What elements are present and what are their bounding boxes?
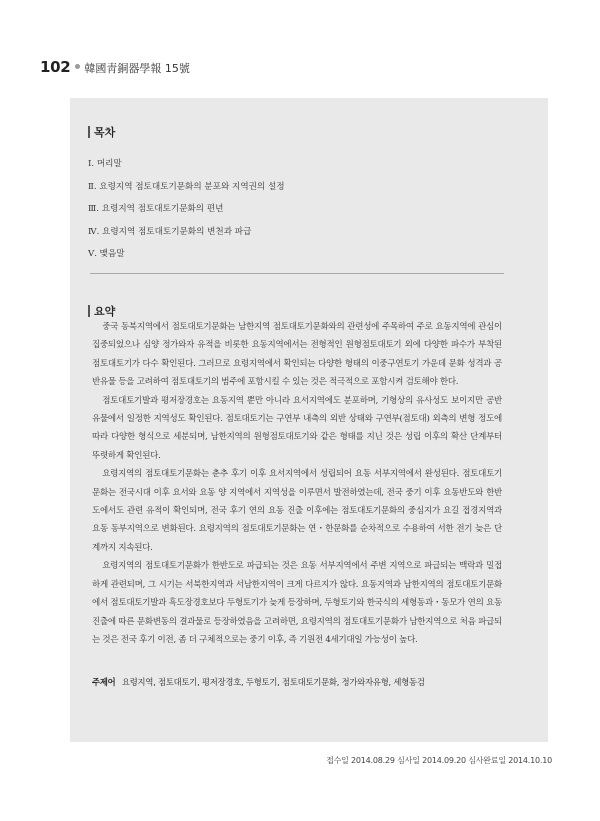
abstract-body xyxy=(92,318,502,649)
toc-item: Ⅰ. 머리말 xyxy=(88,159,122,169)
abstract-paragraph: 점토대토기발과 평저장경호는 요동지역 뿐만 아니라 요서지역에도 분포하며, 기형상의 유사성도 보이지만 공반유물에서 일정한 지역성도 확인된다. 점토대토기는 구연부 내측의 외반 상태와 구연부(점토대) 외측의 변형 정도에 따라 다양한 형식으로 세분되며, 남한지역의 원형점토대토기와 같은 형태를 지닌 것은 성립 이후의 확산 단계부터 뚜렷하게 확인된다. xyxy=(92,395,502,461)
page-header xyxy=(40,58,190,82)
abstract-paragraph: 요령지역의 점토대토기문화는 춘추 후기 이후 요서지역에서 성립되어 요동 서부지역에서 완성된다. 점토대토기문화는 전국시대 이후 요서와 요동 양 지역에서 지역성을 이루면서 발전하였는데, 전국 중기 이후 요동반도와 한반도에서도 관련 유적이 확인되며, 전국 후기 연의 요동 진출 이후에는 점토대토기문화의 중심지가 요길 접경지역과 요동 동부지역으로 변화된다. 요령지역의 점토대토기문화는 연・한문화를 순차적으로 수용하여 서한 전기 늦은 단계까지 지속된다. xyxy=(92,469,502,553)
section-marker-icon xyxy=(88,126,90,138)
submission-dates: 접수일 2014.08.29 심사일 2014.09.20 심사완료일 2014.10.10 xyxy=(326,756,552,765)
section-marker-icon xyxy=(88,305,90,317)
abstract-paragraph: 중국 동북지역에서 점토대토기문화는 남한지역 점토대토기문화와의 관련성에 주목하여 주로 요동지역에 관심이 집중되었으나 심양 정가와자 유적을 비롯한 요동지역에서는 전형적인 원형점토대토기 외에 다양한 파수가 부착된 점토대토기가 다수 확인된다. 그러므로 요령지역에서 확인되는 다양한 형태의 이중구연토기 가운데 문화 성격과 공반유물 등을 고려하여 점토대토기의 범주에 포함시킬 수 있는 것은 적극적으로 포함시켜 검토해야 한다. xyxy=(92,322,502,388)
abstract-heading xyxy=(88,303,115,319)
toc-heading-label: 목차 xyxy=(94,126,116,139)
bullet-dot-icon xyxy=(75,64,80,69)
toc-item: Ⅴ. 맺음말 xyxy=(88,249,125,259)
page-number: 102 xyxy=(40,58,71,76)
keywords xyxy=(92,676,425,688)
section-divider xyxy=(90,273,504,274)
keywords-text: 요령지역, 점토대토기, 평저장경호, 두형토기, 점토대토기문화, 정가와자유형, 세형동검 xyxy=(121,677,425,687)
toc-heading xyxy=(88,124,115,140)
table-of-contents xyxy=(88,153,285,266)
keywords-label: 주제어 xyxy=(92,677,116,687)
toc-item: Ⅳ. 요령지역 점토대토기문화의 변천과 파급 xyxy=(88,226,252,237)
abstract-paragraph: 요령지역의 점토대토기문화가 한반도로 파급되는 것은 요동 서부지역에서 주변 지역으로 파급되는 맥락과 밀접하게 관련되며, 그 시기는 서북한지역과 서남한지역이 크게 다르지가 않다. 요동지역과 남한지역의 점토대토기문화에서 점토대토기발과 흑도장경호보다 두형토기가 늦게 등장하며, 두형토기와 한국식의 세형동과・동모가 연의 요동 진출에 따른 문화변동의 결과물로 등장하였음을 고려하면, 요령지역의 점토대토기문화가 남한지역으로 처음 파급되는 것은 전국 후기 이전, 좀 더 구체적으로는 중기 이후, 즉 기원전 4세기대일 가능성이 높다. xyxy=(92,561,502,645)
journal-title: 韓國靑銅器學報 15號 xyxy=(84,62,190,75)
toc-item: Ⅱ. 요령지역 점토대토기문화의 분포와 지역권의 설정 xyxy=(88,181,285,192)
abstract-heading-label: 요약 xyxy=(94,305,116,318)
toc-item: Ⅲ. 요령지역 점토대토기문화의 편년 xyxy=(88,204,224,214)
